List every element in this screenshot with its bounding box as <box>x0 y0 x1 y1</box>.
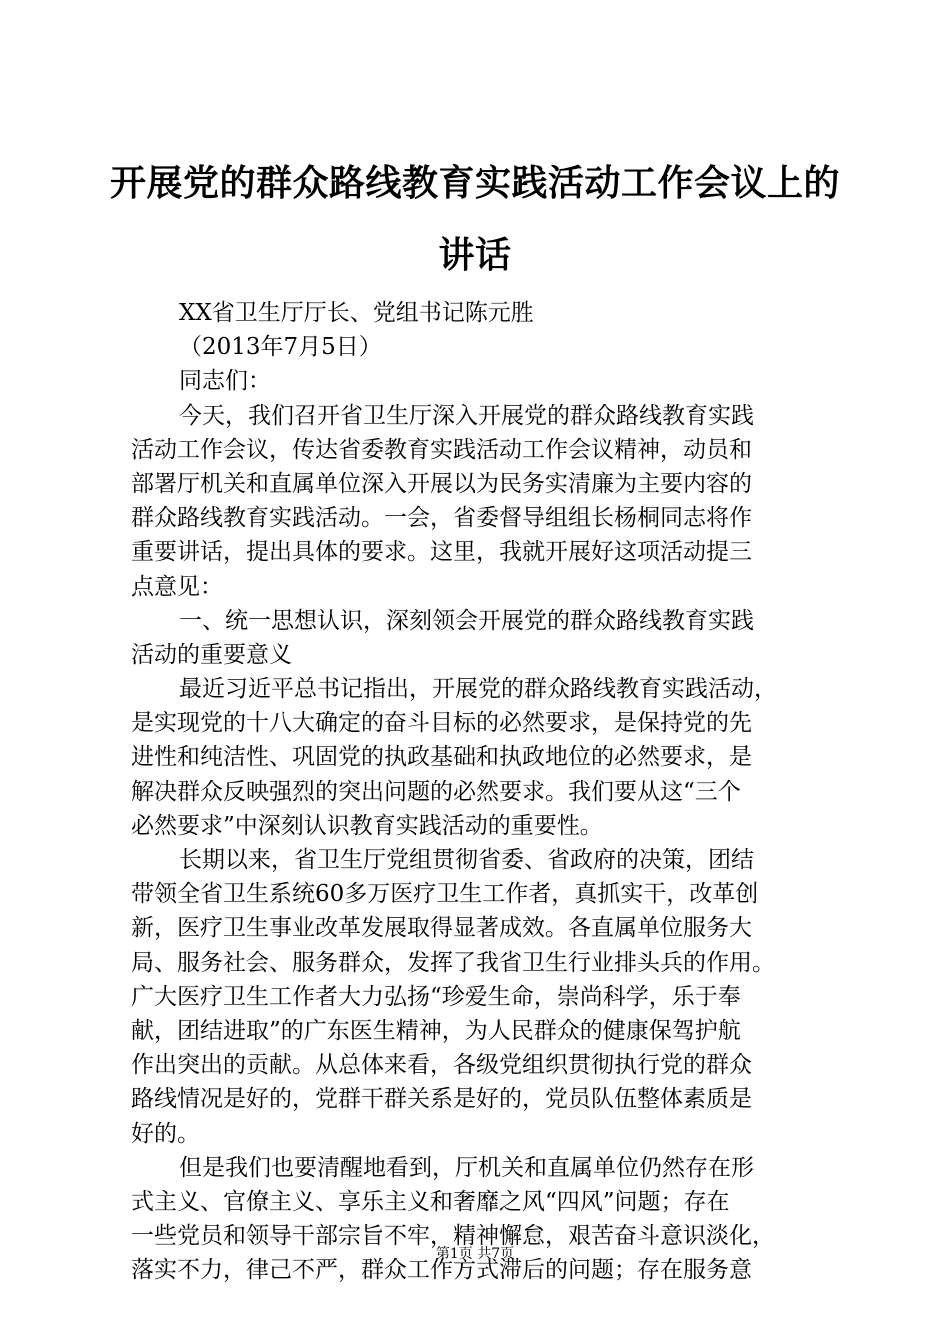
text-line: 重要讲话，提出具体的要求。这里，我就开展好这项活动提三 <box>131 539 752 566</box>
text-line: 作出突出的贡献。从总体来看，各级党组织贯彻执行党的群众 <box>131 1052 752 1079</box>
text-line: 新，医疗卫生事业改革发展取得显著成效。各直属单位服务大 <box>131 915 752 942</box>
document-body <box>131 296 831 1287</box>
text-line: XX省卫生厅厅长、党组书记陈元胜 <box>179 300 534 326</box>
text-line: 活动工作会议，传达省委教育实践活动工作会议精神，动员和 <box>131 436 752 463</box>
text-line: 群众路线教育实践活动。一会，省委督导组组长杨桐同志将作 <box>131 505 752 532</box>
text-line: （2013年7月5日） <box>179 334 382 361</box>
text-line: 同志们： <box>179 368 271 395</box>
text-line: 但是我们也要清醒地看到，厅机关和直属单位仍然存在形 <box>179 1154 754 1181</box>
text-line: 今天，我们召开省卫生厅深入开展党的群众路线教育实践 <box>179 402 754 429</box>
text-line: 最近习近平总书记指出，开展党的群众路线教育实践活动， <box>179 676 777 703</box>
text-line: 解决群众反映强烈的突出问题的必然要求。我们要从这“三个 <box>131 778 741 805</box>
text-line: 活动的重要意义 <box>131 641 292 668</box>
text-line: 落实不力，律己不严，群众工作方式滞后的问题；存在服务意 <box>131 1257 752 1284</box>
text-line: 进性和纯洁性、巩固党的执政基础和执政地位的必然要求，是 <box>131 744 752 771</box>
text-line: 好的。 <box>131 1120 200 1147</box>
page-footer: 第1页 共7页 <box>435 1246 515 1262</box>
text-line: 广大医疗卫生工作者大力弘扬“珍爱生命，崇尚科学，乐于奉 <box>131 983 741 1010</box>
title-line-1: 开展党的群众路线教育实践活动工作会议上的 <box>109 163 840 204</box>
text-line: 式主义、官僚主义、享乐主义和奢靡之风“四风”问题；存在 <box>131 1188 730 1215</box>
text-line: 长期以来，省卫生厅党组贯彻省委、省政府的决策，团结 <box>179 847 754 873</box>
text-line: 是实现党的十八大确定的奋斗目标的必然要求，是保持党的先 <box>131 710 752 737</box>
text-line: 部署厅机关和直属单位深入开展以为民务实清廉为主要内容的 <box>131 470 752 497</box>
text-line: 一、统一思想认识，深刻领会开展党的群众路线教育实践 <box>179 607 754 634</box>
text-line: 路线情况是好的，党群干群关系是好的，党员队伍整体素质是 <box>131 1086 752 1113</box>
text-line: 献，团结进取”的广东医生精神，为人民群众的健康保驾护航 <box>131 1017 741 1044</box>
text-line: 必然要求”中深刻认识教育实践活动的重要性。 <box>131 812 603 839</box>
text-line: 点意见： <box>131 573 223 600</box>
document-title <box>100 148 850 292</box>
text-line: 局、服务社会、服务群众，发挥了我省卫生行业排头兵的作用。 <box>131 949 775 976</box>
text-line: 带领全省卫生系统60多万医疗卫生工作者，真抓实干，改革创 <box>131 881 759 908</box>
text-line: 一些党员和领导干部宗旨不牢，精神懈怠，艰苦奋斗意识淡化， <box>131 1223 775 1250</box>
title-line-2: 讲话 <box>438 235 512 276</box>
